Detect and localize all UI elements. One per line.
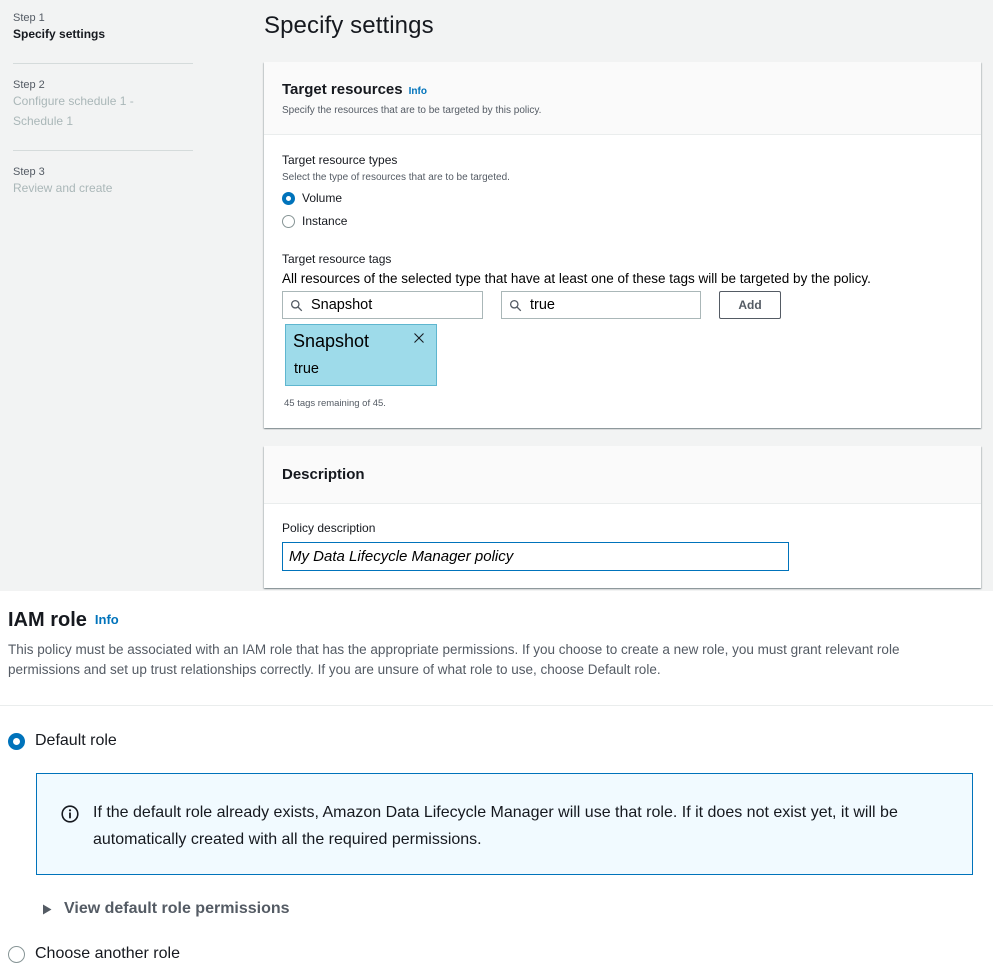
radio-button[interactable] bbox=[8, 946, 25, 963]
alert-text: If the default role already exists, Amazon Data Lifecycle Manager will use that role. If it does not exist yet, it will be automatically created with all the required permissions. bbox=[93, 804, 898, 848]
policy-description-input[interactable]: My Data Lifecycle Manager policy bbox=[282, 542, 789, 571]
tag-value-value: true bbox=[530, 297, 555, 313]
radio-button[interactable] bbox=[8, 733, 25, 750]
iam-role-title-text: IAM role bbox=[8, 609, 87, 631]
close-icon[interactable] bbox=[413, 332, 425, 344]
tags-remaining: 45 tags remaining of 45. bbox=[284, 398, 386, 409]
radio-choose-another-role[interactable] bbox=[8, 945, 180, 963]
radio-button[interactable] bbox=[282, 215, 295, 228]
wizard-step-1[interactable] bbox=[13, 10, 193, 64]
step-label: Configure schedule 1 - Schedule 1 bbox=[13, 94, 134, 128]
radio-instance[interactable] bbox=[282, 214, 347, 228]
search-icon bbox=[290, 299, 303, 312]
step-number: Step 3 bbox=[13, 166, 45, 178]
info-circle-icon bbox=[61, 805, 79, 823]
view-permissions-expander[interactable] bbox=[42, 900, 290, 918]
panel-header bbox=[264, 62, 981, 135]
tag-key-value: Snapshot bbox=[311, 297, 373, 313]
wizard-step-3 bbox=[13, 151, 193, 198]
radio-button[interactable] bbox=[282, 192, 295, 205]
radio-label: Choose another role bbox=[35, 945, 180, 962]
radio-label: Instance bbox=[302, 214, 348, 228]
iam-role-description: This policy must be associated with an IAM role that has the appropriate permissions. If you choose to create a new role, you must grant relevant role permissions and set up trust relationships correctly. If you are unsure of what role to use, choose Default role. bbox=[8, 642, 900, 677]
info-link[interactable]: Info bbox=[408, 86, 427, 97]
wizard-step-2 bbox=[13, 64, 193, 151]
policy-description-label: Policy description bbox=[282, 521, 376, 535]
token-value: true bbox=[294, 361, 319, 377]
step-number: Step 2 bbox=[13, 79, 45, 91]
resource-types-label: Target resource types bbox=[282, 153, 398, 167]
radio-default-role[interactable] bbox=[8, 732, 117, 750]
radio-volume[interactable] bbox=[282, 191, 342, 205]
add-tag-button[interactable]: Add bbox=[719, 291, 781, 319]
resource-types-description: Select the type of resources that are to be targeted. bbox=[282, 172, 510, 183]
panel-title bbox=[282, 81, 427, 98]
panel-description: Specify the resources that are to be targeted by this policy. bbox=[282, 105, 542, 116]
description-panel bbox=[264, 446, 981, 588]
info-alert bbox=[36, 773, 973, 875]
target-resources-panel bbox=[264, 62, 981, 428]
tag-value-input[interactable] bbox=[501, 291, 701, 319]
iam-role-title bbox=[8, 609, 119, 632]
info-link[interactable]: Info bbox=[94, 612, 119, 627]
expander-label: View default role permissions bbox=[64, 900, 290, 917]
tag-key-input[interactable] bbox=[282, 291, 483, 319]
panel-header bbox=[264, 446, 981, 504]
step-label: Specify settings bbox=[13, 27, 106, 41]
resource-tags-description: All resources of the selected type that have at least one of these tags will be targeted by the policy. bbox=[282, 271, 871, 286]
step-number: Step 1 bbox=[13, 12, 45, 24]
token-key: Snapshot bbox=[293, 331, 370, 351]
radio-label: Volume bbox=[302, 191, 343, 205]
search-icon bbox=[509, 299, 522, 312]
radio-label: Default role bbox=[35, 732, 117, 749]
panel-title: Description bbox=[282, 466, 365, 483]
resource-tags-label: Target resource tags bbox=[282, 252, 392, 266]
page-title: Specify settings bbox=[264, 12, 434, 39]
divider bbox=[0, 705, 993, 706]
panel-title-text: Target resources bbox=[282, 81, 403, 98]
step-label: Review and create bbox=[13, 181, 113, 195]
wizard-steps bbox=[13, 10, 193, 198]
tag-token bbox=[285, 324, 437, 386]
caret-right-icon bbox=[42, 904, 52, 915]
